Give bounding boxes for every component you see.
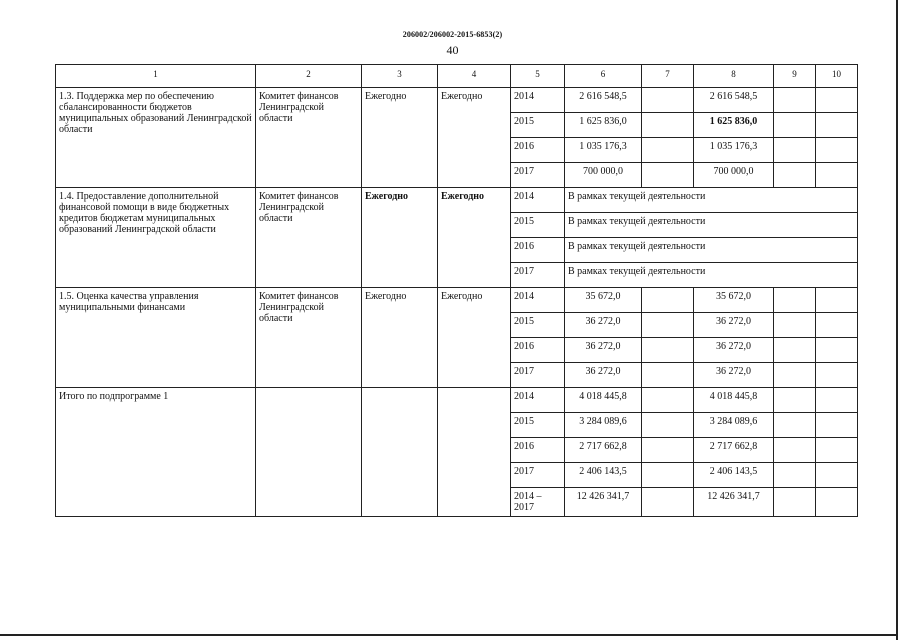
empty-cell	[642, 113, 694, 138]
empty-cell	[816, 88, 858, 113]
column-header: 3	[362, 65, 438, 88]
column-number-row	[56, 65, 858, 88]
table-row	[56, 88, 858, 113]
amount-regional-cell: 12 426 341,7	[694, 488, 774, 517]
year-cell: 2017	[511, 163, 565, 188]
year-cell: 2015	[511, 113, 565, 138]
empty-cell	[642, 313, 694, 338]
empty-cell	[816, 363, 858, 388]
empty-cell	[774, 288, 816, 313]
empty-cell	[774, 163, 816, 188]
measure-title: 1.4. Предоставление дополнительной финансовой помощи в виде бюджетных кредитов бюджетам муниципальных образований Ленинградской области	[56, 188, 256, 288]
column-header: 9	[774, 65, 816, 88]
note-cell: В рамках текущей деятельности	[565, 213, 858, 238]
amount-total-cell: 1 035 176,3	[565, 138, 642, 163]
table-row	[56, 288, 858, 313]
total-label: Итого по подпрограмме 1	[56, 388, 256, 517]
empty-cell	[774, 438, 816, 463]
empty-cell	[774, 113, 816, 138]
note-cell: В рамках текущей деятельности	[565, 238, 858, 263]
measure-start: Ежегодно	[362, 88, 438, 188]
empty-cell	[642, 88, 694, 113]
amount-total-cell: 4 018 445,8	[565, 388, 642, 413]
amount-total-cell: 1 625 836,0	[565, 113, 642, 138]
amount-regional-cell: 35 672,0	[694, 288, 774, 313]
empty-cell	[816, 138, 858, 163]
empty-cell	[642, 463, 694, 488]
amount-total-cell: 700 000,0	[565, 163, 642, 188]
empty-cell	[816, 163, 858, 188]
column-header: 1	[56, 65, 256, 88]
column-header: 5	[511, 65, 565, 88]
year-cell: 2017	[511, 263, 565, 288]
column-header: 10	[816, 65, 858, 88]
amount-total-cell: 36 272,0	[565, 363, 642, 388]
empty-cell	[642, 488, 694, 517]
column-header: 2	[256, 65, 362, 88]
empty-cell	[774, 138, 816, 163]
amount-total-cell: 36 272,0	[565, 338, 642, 363]
amount-total-cell: 2 616 548,5	[565, 88, 642, 113]
year-cell: 2014 – 2017	[511, 488, 565, 517]
amount-regional-cell: 1 625 836,0	[694, 113, 774, 138]
empty-cell	[816, 113, 858, 138]
year-cell: 2014	[511, 388, 565, 413]
amount-total-cell: 2 406 143,5	[565, 463, 642, 488]
empty-cell	[362, 388, 438, 517]
note-cell: В рамках текущей деятельности	[565, 188, 858, 213]
empty-cell	[774, 388, 816, 413]
empty-cell	[256, 388, 362, 517]
empty-cell	[774, 488, 816, 517]
column-header: 6	[565, 65, 642, 88]
measure-start: Ежегодно	[362, 288, 438, 388]
document-id: 206002/206002-2015-6853(2)	[402, 30, 503, 39]
measure-executor: Комитет финансов Ленинградской области	[256, 288, 362, 388]
scan-border-bottom	[0, 634, 898, 636]
empty-cell	[816, 288, 858, 313]
empty-cell	[816, 488, 858, 517]
empty-cell	[774, 413, 816, 438]
empty-cell	[816, 338, 858, 363]
empty-cell	[642, 288, 694, 313]
year-cell: 2016	[511, 238, 565, 263]
measure-start: Ежегодно	[362, 188, 438, 288]
amount-regional-cell: 36 272,0	[694, 338, 774, 363]
amount-regional-cell: 2 717 662,8	[694, 438, 774, 463]
table-row	[56, 188, 858, 213]
empty-cell	[774, 338, 816, 363]
amount-total-cell: 2 717 662,8	[565, 438, 642, 463]
amount-regional-cell: 36 272,0	[694, 313, 774, 338]
year-cell: 2017	[511, 463, 565, 488]
empty-cell	[438, 388, 511, 517]
amount-total-cell: 12 426 341,7	[565, 488, 642, 517]
empty-cell	[816, 313, 858, 338]
measure-executor: Комитет финансов Ленинградской области	[256, 188, 362, 288]
empty-cell	[642, 438, 694, 463]
empty-cell	[774, 313, 816, 338]
year-cell: 2014	[511, 188, 565, 213]
year-cell: 2015	[511, 313, 565, 338]
empty-cell	[774, 88, 816, 113]
year-cell: 2014	[511, 288, 565, 313]
column-header: 8	[694, 65, 774, 88]
column-header: 4	[438, 65, 511, 88]
table-row	[56, 388, 858, 413]
year-cell: 2016	[511, 338, 565, 363]
empty-cell	[774, 363, 816, 388]
empty-cell	[642, 138, 694, 163]
empty-cell	[816, 438, 858, 463]
year-cell: 2014	[511, 88, 565, 113]
year-cell: 2016	[511, 138, 565, 163]
empty-cell	[642, 388, 694, 413]
program-table	[55, 64, 858, 517]
amount-regional-cell: 4 018 445,8	[694, 388, 774, 413]
measure-end: Ежегодно	[438, 188, 511, 288]
empty-cell	[816, 413, 858, 438]
year-cell: 2015	[511, 413, 565, 438]
amount-regional-cell: 700 000,0	[694, 163, 774, 188]
amount-total-cell: 3 284 089,6	[565, 413, 642, 438]
measure-end: Ежегодно	[438, 288, 511, 388]
empty-cell	[642, 338, 694, 363]
page-number: 40	[446, 43, 459, 57]
measure-executor: Комитет финансов Ленинградской области	[256, 88, 362, 188]
empty-cell	[642, 163, 694, 188]
empty-cell	[816, 388, 858, 413]
amount-regional-cell: 3 284 089,6	[694, 413, 774, 438]
amount-regional-cell: 1 035 176,3	[694, 138, 774, 163]
measure-title: 1.3. Поддержка мер по обеспечению сбалансированности бюджетов муниципальных образований Ленинградской области	[56, 88, 256, 188]
amount-regional-cell: 2 406 143,5	[694, 463, 774, 488]
year-cell: 2016	[511, 438, 565, 463]
amount-total-cell: 36 272,0	[565, 313, 642, 338]
empty-cell	[642, 413, 694, 438]
year-cell: 2017	[511, 363, 565, 388]
note-cell: В рамках текущей деятельности	[565, 263, 858, 288]
year-cell: 2015	[511, 213, 565, 238]
measure-title: 1.5. Оценка качества управления муниципальными финансами	[56, 288, 256, 388]
column-header: 7	[642, 65, 694, 88]
measure-end: Ежегодно	[438, 88, 511, 188]
amount-total-cell: 35 672,0	[565, 288, 642, 313]
empty-cell	[642, 363, 694, 388]
empty-cell	[816, 463, 858, 488]
amount-regional-cell: 2 616 548,5	[694, 88, 774, 113]
amount-regional-cell: 36 272,0	[694, 363, 774, 388]
scan-border-right	[896, 0, 898, 640]
empty-cell	[774, 463, 816, 488]
